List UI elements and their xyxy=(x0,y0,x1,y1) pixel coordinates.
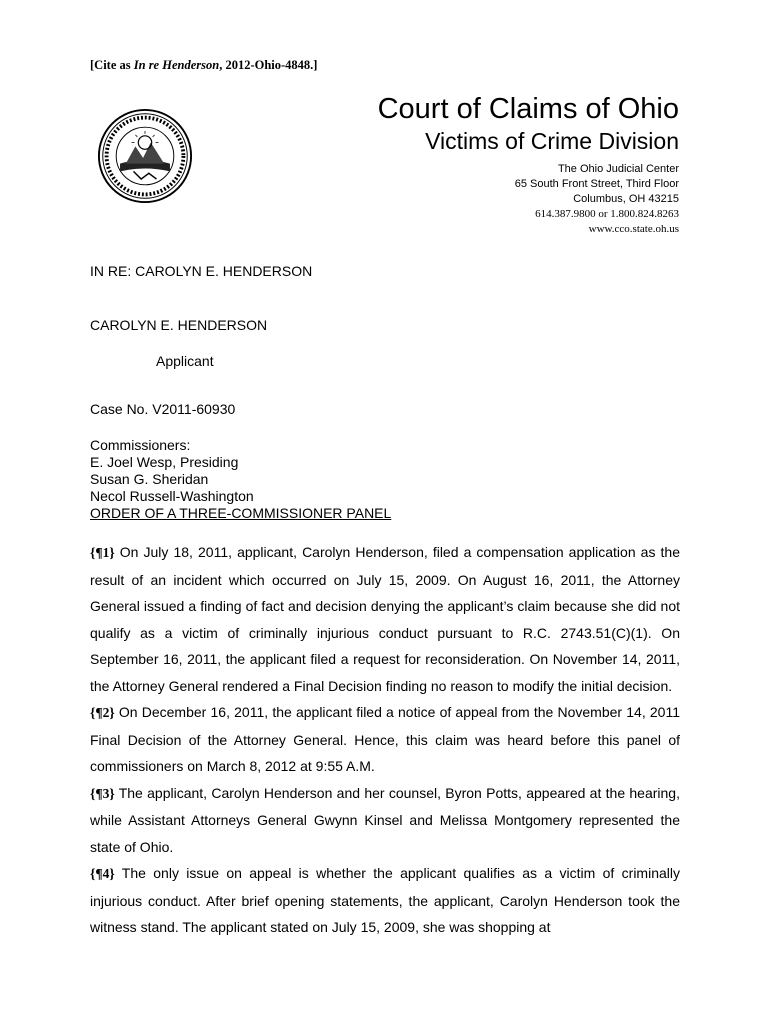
division-name: Victims of Crime Division xyxy=(425,128,679,154)
court-header xyxy=(259,92,679,237)
court-name: Court of Claims of Ohio xyxy=(377,93,679,125)
paragraph-text: The only issue on appeal is whether the applicant qualifies as a victim of criminally injurious conduct. After brief opening statements, the applicant, Carolyn Henderson took the witness stand. The applicant stated on July 15, 2009, she was shopping at xyxy=(90,865,680,935)
paragraph-number: {¶3} xyxy=(90,785,115,801)
paragraph-text: The applicant, Carolyn Henderson and her counsel, Byron Potts, appeared at the hearing, while Assistant Attorneys General Gwynn Kinsel and Melissa Montgomery represented the state of Ohio. xyxy=(90,784,680,855)
case-number: Case No. V2011-60930 xyxy=(90,401,236,417)
commissioner-name: Susan G. Sheridan xyxy=(90,471,209,487)
address-line: Columbus, OH 43215 xyxy=(573,193,679,205)
paragraph-text: On December 16, 2011, the applicant filed a notice of appeal from the November 14, 2011 Final Decision of the Attorney General. Hence, this claim was heard before this panel of commissioners on March 8, 2012 at 9:55 A.M. xyxy=(90,704,680,774)
paragraph xyxy=(90,780,680,861)
address-line: The Ohio Judicial Center xyxy=(557,163,679,175)
order-title: ORDER OF A THREE-COMMISSIONER PANEL xyxy=(90,505,392,521)
order-body xyxy=(90,539,680,941)
commissioners-block xyxy=(90,437,391,522)
commissioner-name: E. Joel Wesp, Presiding xyxy=(90,454,239,470)
ohio-court-seal-icon xyxy=(97,108,193,204)
paragraph-number: {¶2} xyxy=(90,705,115,720)
citation-prefix: [Cite as xyxy=(90,58,134,72)
citation xyxy=(90,58,317,73)
citation-case-name: In re Henderson xyxy=(133,58,220,72)
applicant-role: Applicant xyxy=(156,353,214,369)
paragraph xyxy=(90,699,680,780)
address-line: 65 South Front Street, Third Floor xyxy=(514,178,679,190)
paragraph-text: On July 18, 2011, applicant, Carolyn Henderson, filed a compensation application as the result of an incident which occurred on July 15, 2009. On August 16, 2011, the Attorney General issued a finding of fact and decision denying the applicant’s claim because she did not qualify as a victim of criminally injurious conduct pursuant to R.C. 2743.51(C)(1). On September 16, 2011, the applicant filed a request for reconsideration. On November 14, 2011, the Attorney General rendered a Final Decision finding no reason to modify the initial decision. xyxy=(90,544,680,694)
commissioners-label: Commissioners: xyxy=(90,437,191,453)
paragraph-number: {¶4} xyxy=(90,866,115,881)
applicant-name: CAROLYN E. HENDERSON xyxy=(90,317,268,333)
paragraph xyxy=(90,539,680,699)
paragraph xyxy=(90,860,680,941)
in-re-caption: IN RE: CAROLYN E. HENDERSON xyxy=(90,263,313,279)
court-address xyxy=(259,162,679,237)
phone-numbers: 614.387.9800 or 1.800.824.8263 xyxy=(535,208,679,220)
paragraph-number: {¶1} xyxy=(90,545,115,560)
citation-suffix: , 2012-Ohio-4848.] xyxy=(219,58,318,72)
website: www.cco.state.oh.us xyxy=(588,223,679,235)
commissioner-name: Necol Russell-Washington xyxy=(90,488,254,504)
